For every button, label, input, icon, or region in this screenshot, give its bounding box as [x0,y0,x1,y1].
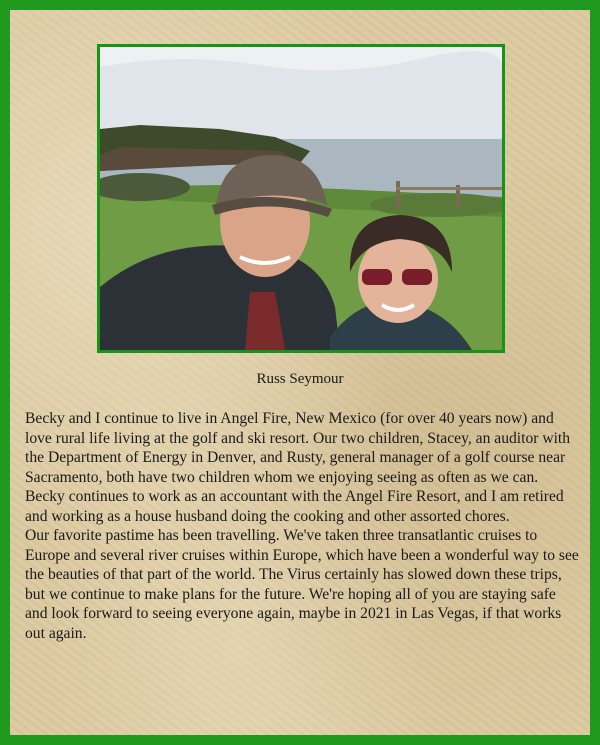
couple-photo [97,44,505,353]
paragraph-travel: Our favorite pastime has been travelling. We've taken three transatlantic cruises to Europe and several river cruises within Europe, which have been a wonderful way to see the beauties of that part of the world. The Virus certainly has slowed down these trips, but we continue to make plans for the future. We're hoping all of you are staying safe and look forward to seeing everyone again, maybe in 2021 in Las Vegas, if that works out again. [25,527,579,642]
photo-caption: Russ Seymour [256,371,344,387]
paragraph-family: Becky and I continue to live in Angel Fire, New Mexico (for over 40 years now) and love rural life living at the golf and ski resort. Our two children, Stacey, an auditor with the Department of Energy in Denver, and Rusty, general manager of a golf course near Sacramento, both have two children whom we enjoying seeing as often as we can. Becky continues to work as an accountant with the Angel Fire Resort, and I am retired and working as a house husband doing the cooking and other assorted chores. [25,410,571,525]
parchment-page [10,10,590,735]
portrait-photo-icon [100,47,502,350]
letter-body [25,409,581,643]
